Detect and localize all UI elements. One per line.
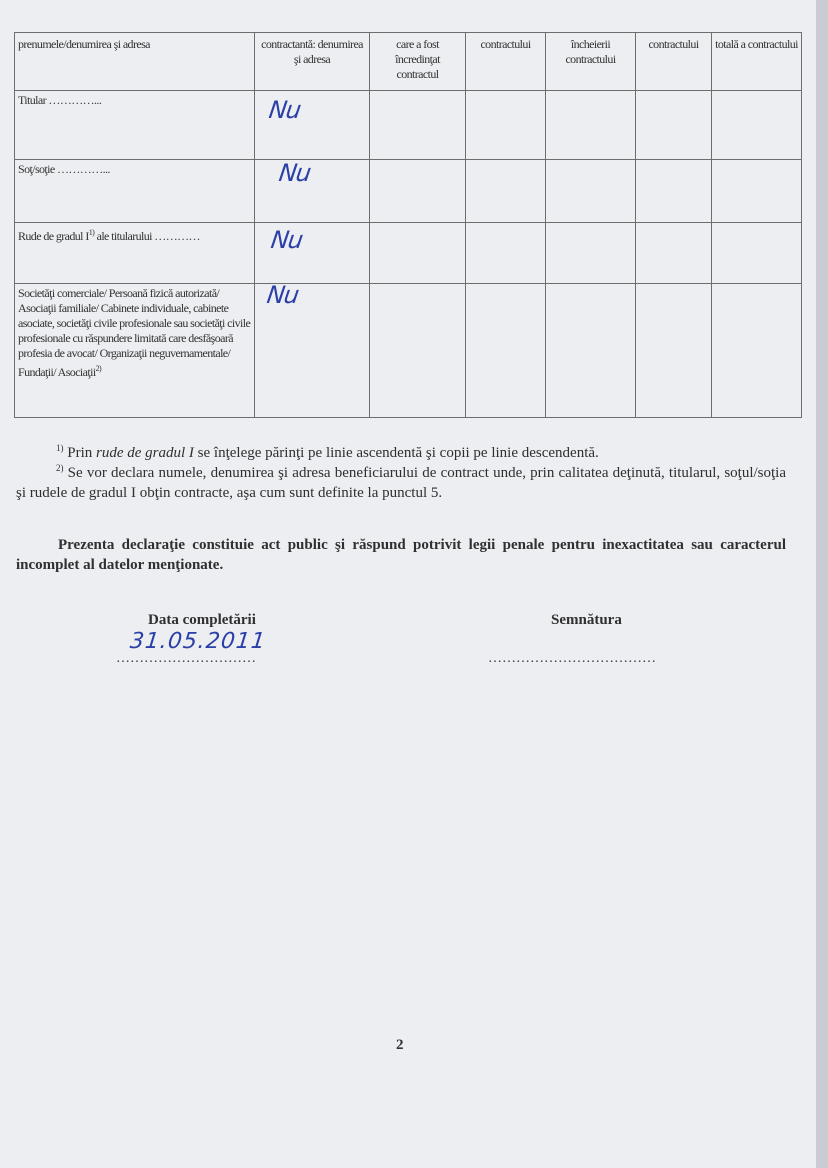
legal-statement: Prezenta declaraţie constituie act public şi răspund potrivit legii penale pentru inexactitatea sau caracterul incomplet al datelor menţionate. [16, 537, 786, 573]
handwritten-mark: Nu [267, 96, 303, 124]
handwritten-cell [255, 281, 370, 418]
header-cell: totală a contractului [712, 33, 802, 91]
handwritten-date: 31.05.2011 [128, 629, 268, 654]
handwritten-cell [255, 160, 370, 223]
handwritten-cell [255, 223, 370, 284]
row-label: Societăţi comerciale/ Persoană fizică autorizată/ Asociaţii familiale/ Cabinete individuale, cabinete asociate, societăţi civile profesionale sau societăţi civile profesionale cu răspundere limitată care desfăşoară profesia de avocat/ Organizaţii neguvernamentale/ Fundaţii/ Asociaţii$^{2)}$ [15, 284, 255, 418]
header-cell: încheierii contractului [546, 33, 636, 91]
table-row [15, 284, 802, 418]
scan-edge [816, 0, 828, 1168]
table-row [15, 160, 802, 223]
date-line: ………………………… [116, 651, 256, 666]
handwritten-mark: Nu [277, 159, 313, 187]
header-cell: care a fost încredinţat contractul [370, 33, 466, 91]
handwritten-cell [255, 91, 370, 160]
row-label: Soţ/soţie …………... [15, 160, 255, 223]
row-label: Rude de gradul $I^{1)}$ ale titularului ………… [15, 223, 255, 284]
contracts-table [14, 32, 802, 418]
date-label: Data completării [148, 612, 256, 628]
row-label: Titular …………... [15, 91, 255, 160]
signature-line: ……………………………… [488, 651, 656, 666]
table-header-row [15, 33, 802, 91]
header-cell: contractantă: denumirea şi adresa [255, 33, 370, 91]
header-cell: prenumele/denumirea şi adresa [15, 33, 255, 91]
footnote-2: $^{2)}$ Se vor declara numele, denumirea şi adresa beneficiarului de contract unde, prin calitatea deţinută, titularul, soţul/soţia şi rudele de gradul I obţin contracte, aşa cum sunt definite la punctul 5. [16, 463, 786, 501]
handwritten-mark: Nu [269, 226, 305, 254]
signature-label: Semnătura [551, 612, 622, 628]
footnote-1: $^{1)}$ Prin rude de gradul I se înţelege părinţi pe linie ascendentă şi copii pe linie descendentă. [56, 443, 599, 461]
table-row [15, 91, 802, 160]
page-number: 2 [396, 1037, 404, 1053]
handwritten-mark: Nu [265, 281, 301, 309]
header-cell: contractului [466, 33, 546, 91]
header-cell: contractului [636, 33, 712, 91]
table-row [15, 223, 802, 284]
